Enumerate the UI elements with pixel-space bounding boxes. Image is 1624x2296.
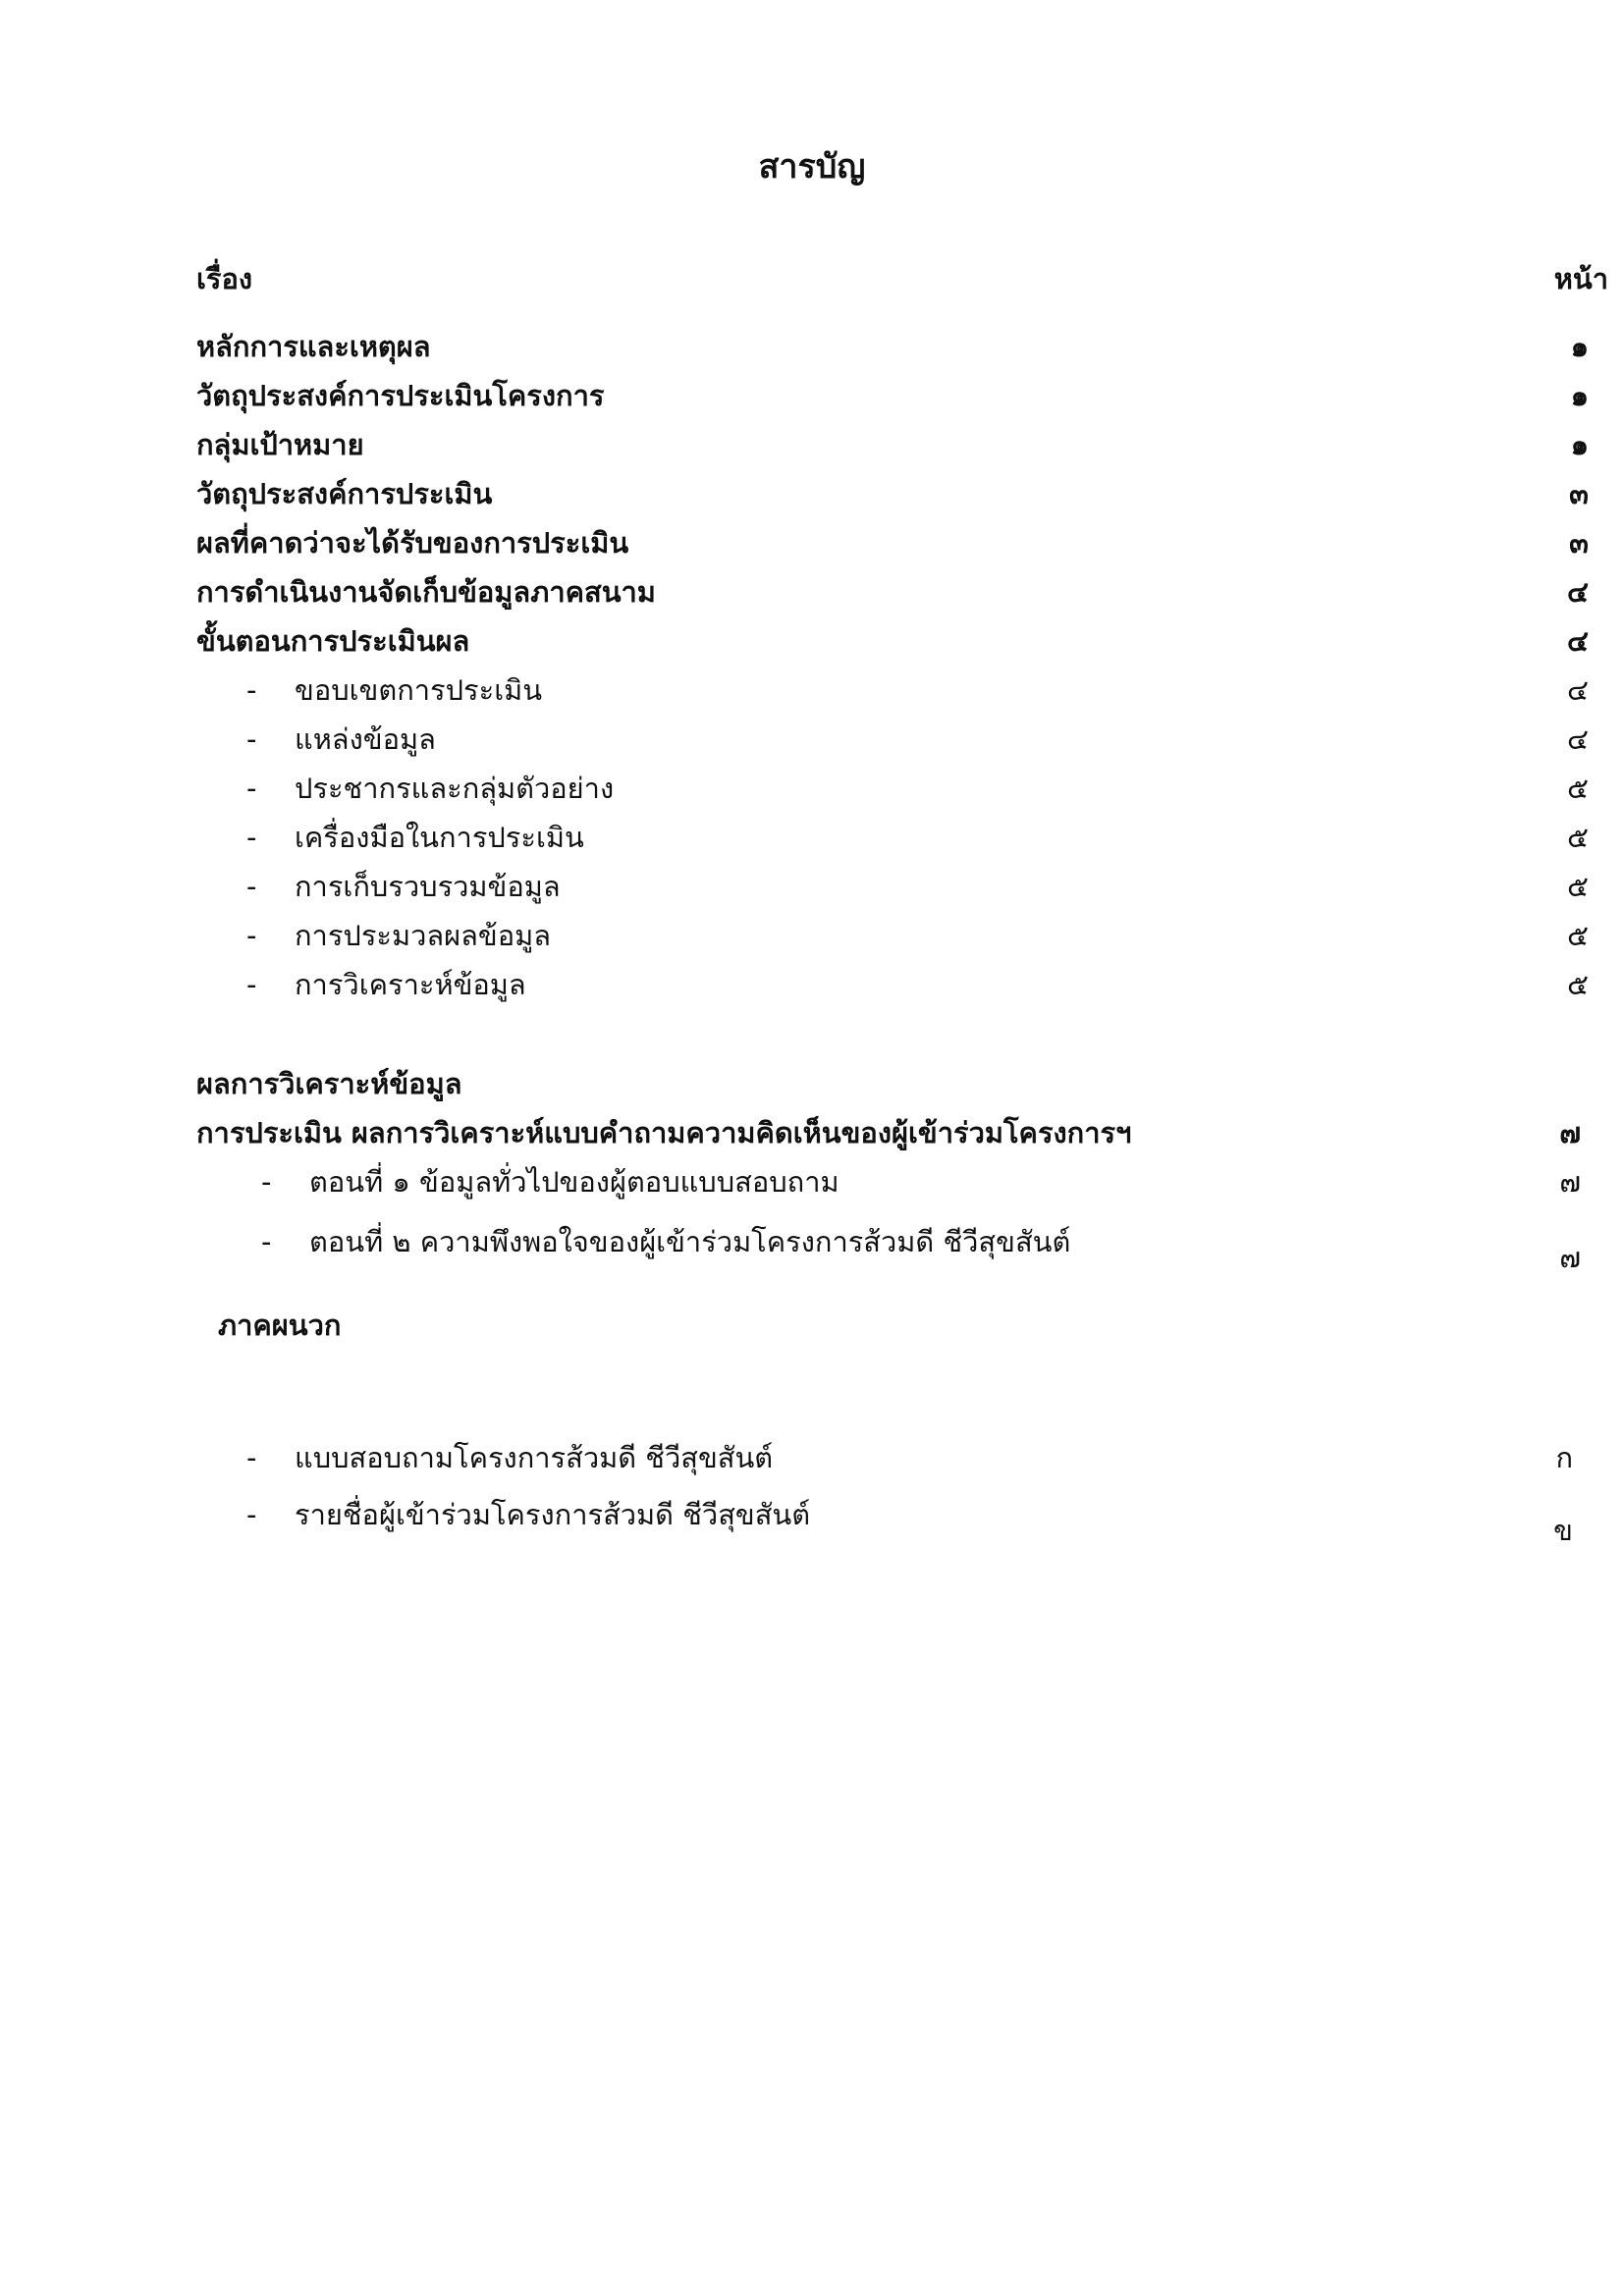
analysis-heading — [0, 1059, 1624, 1108]
toc-entry-title: การดำเนินงานจัดเก็บข้อมูลภาคสนาม — [196, 575, 656, 609]
part-title: ตอนที่ ๑ ข้อมูลทั่วไปของผู้ตอบแบบสอบถาม — [309, 1165, 839, 1199]
toc-part-entry — [0, 1157, 1624, 1206]
bullet-dash: - — [261, 1165, 272, 1199]
topic-column-label: เรื่อง — [196, 262, 253, 295]
toc-sub-entry-title: การวิเคราะห์ข้อมูล — [295, 968, 526, 1001]
toc-header — [0, 254, 1624, 303]
toc-sub-entry-page: ๕ — [1567, 870, 1589, 903]
toc-entry — [0, 567, 1624, 616]
bullet-dash: - — [246, 722, 257, 756]
appendix-heading-text: ภาคผนวก — [218, 1308, 342, 1342]
toc-entry-title: ผลที่คาดว่าจะได้รับของการประเมิน — [196, 526, 629, 560]
toc-entry — [0, 469, 1624, 518]
bullet-dash: - — [246, 673, 257, 707]
toc-sub-entry-page: ๕ — [1567, 919, 1589, 952]
toc-sub-entry — [0, 764, 1624, 813]
bullet-dash: - — [246, 919, 257, 952]
toc-entry-page: ๑ — [1570, 330, 1589, 363]
toc-sub-entry — [0, 862, 1624, 911]
toc-sub-entry — [0, 813, 1624, 862]
assessment-page: ๗ — [1559, 1116, 1581, 1149]
appendix-item-title: รายชื่อผู้เข้าร่วมโครงการส้วมดี ชีวีสุขสันต์ — [295, 1498, 811, 1531]
appendix-heading — [0, 1301, 1624, 1350]
appendix-item — [0, 1433, 1624, 1482]
appendix-item-page: ก — [1555, 1441, 1573, 1474]
toc-entry-page: ๓ — [1569, 477, 1589, 510]
toc-entry-page: ๔ — [1567, 624, 1589, 658]
page-column-label: หน้า — [1553, 262, 1608, 295]
toc-part-entry — [0, 1217, 1624, 1274]
toc-entry-title: วัตถุประสงค์การประเมิน — [196, 477, 493, 510]
toc-entry — [0, 420, 1624, 469]
bullet-dash: - — [246, 1441, 257, 1474]
part-title: ตอนที่ ๒ ความพึงพอใจของผู้เข้าร่วมโครงการส้วมดี ชีวีสุขสันต์ — [309, 1225, 1071, 1258]
toc-entry-page: ๔ — [1567, 575, 1589, 609]
toc-entry — [0, 371, 1624, 420]
bullet-dash: - — [261, 1225, 272, 1258]
toc-entry-page: ๑ — [1570, 428, 1589, 461]
toc-sub-entry-title: การประมวลผลข้อมูล — [295, 919, 552, 952]
toc-sub-entry-title: ประชากรและกลุ่มตัวอย่าง — [295, 772, 615, 805]
toc-sub-entry — [0, 911, 1624, 960]
toc-sub-entry-page: ๕ — [1567, 821, 1589, 854]
toc-entry — [0, 518, 1624, 567]
part-page: ๗ — [1559, 1165, 1581, 1199]
toc-sub-entry-page: ๕ — [1567, 772, 1589, 805]
toc-entry-page: ๑ — [1570, 379, 1589, 412]
toc-sub-entry-page: ๕ — [1567, 968, 1589, 1001]
toc-sub-entry-title: การเก็บรวบรวมข้อมูล — [295, 870, 561, 903]
toc-entry-title: วัตถุประสงค์การประเมินโครงการ — [196, 379, 605, 412]
appendix-item — [0, 1490, 1624, 1547]
bullet-dash: - — [246, 968, 257, 1001]
page-title: สารบัญ — [758, 147, 866, 187]
assessment-title: การประเมิน ผลการวิเคราะห์แบบคำถามความคิดเห็นของผู้เข้าร่วมโครงการฯ — [196, 1116, 1132, 1149]
toc-sub-entry-title: ขอบเขตการประเมิน — [295, 673, 543, 707]
appendix-item-title: แบบสอบถามโครงการส้วมดี ชีวีสุขสันต์ — [295, 1441, 774, 1474]
appendix-item-page: ข — [1553, 1514, 1573, 1547]
toc-entry-title: ขั้นตอนการประเมินผล — [196, 624, 470, 658]
bullet-dash: - — [246, 1498, 257, 1531]
toc-sub-entry — [0, 960, 1624, 1009]
toc-sub-entry-page: ๔ — [1567, 722, 1589, 756]
toc-entry — [0, 616, 1624, 666]
analysis-heading-text: ผลการวิเคราะห์ข้อมูล — [196, 1067, 462, 1100]
toc-sub-entry-page: ๔ — [1567, 673, 1589, 707]
toc-entry — [0, 322, 1624, 371]
bullet-dash: - — [246, 772, 257, 805]
toc-entry-title: กลุ่มเป้าหมาย — [196, 428, 364, 461]
toc-sub-entry — [0, 666, 1624, 715]
toc-entry-page: ๓ — [1569, 526, 1589, 560]
toc-sub-entry-title: แหล่งข้อมูล — [295, 722, 436, 756]
toc-entry-title: หลักการและเหตุผล — [196, 330, 431, 363]
toc-entry-assessment — [0, 1108, 1624, 1157]
bullet-dash: - — [246, 870, 257, 903]
bullet-dash: - — [246, 821, 257, 854]
toc-sub-entry-title: เครื่องมือในการประเมิน — [295, 821, 584, 854]
part-page: ๗ — [1559, 1241, 1581, 1274]
toc-sub-entry — [0, 715, 1624, 764]
